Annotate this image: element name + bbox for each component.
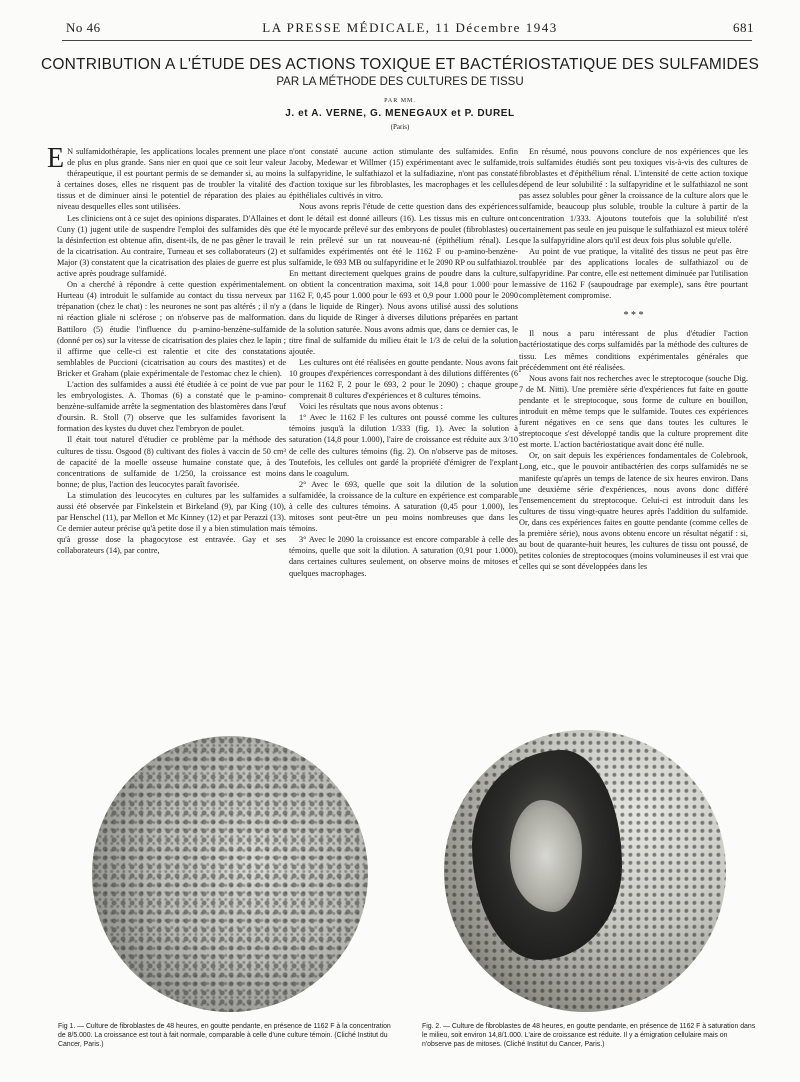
text-column-2	[289, 146, 518, 690]
byline-par: PAR MM.	[384, 98, 416, 104]
paragraph: Nous avons fait nos recherches avec le streptocoque (souche Dig. 7 de M. Nitti). Une première série d'expériences fut faite en goutte pendante et le streptocoque, sous forme de culture en bouillon, introduit en même temps que le sulfamide. Toutes ces expériences furent négatives en ce sens que dans toutes les cultures le streptocoque s'est développé tandis que la culture proprement dite est morte. L'action bactériostatique avait donc été nulle.	[519, 373, 748, 450]
article-title: CONTRIBUTION A L'ÉTUDE DES ACTIONS TOXIQUE ET BACTÉRIOSTATIQUE DES SULFAMIDES	[40, 56, 759, 73]
journal-title: LA PRESSE MÉDICALE, 11 Décembre 1943	[262, 20, 558, 35]
paragraph: Nous avons repris l'étude de cette question dans des expériences dont le détail est donné ailleurs (16). Les tissus mis en culture ont été le myocarde prélevé sur des embryons de poulet (fibroblastes) ou le rein prélevé sur un rat nouveau-né (épithélium rénal). Les sulfamides expérimentés ont été le 1162 F ou p-amino-benzène-sulfamide, le 693 MB ou sulfapyridine et le 2090 RP ou sulfathiazol. En mettant directement quelques grains de poudre dans la culture, on obtient la concentration maxima, soit 14,8 pour 1.000 pour le 1162 F, 0,45 pour 1.000 pour le 693 et 0,9 pour 1.000 pour le 2090 (dans le liquide de Ringer). Nous avons utilisé aussi des solutions dans du liquide de Ringer à diverses dilutions préparées en partant de la solution saturée. Nous avons admis que, dans ce dernier cas, le titre final de sulfamide du milieu était le 1/3 de celui de la solution ajoutée.	[289, 202, 518, 356]
paragraph: 1° Avec le 1162 F les cultures ont poussé comme les cultures témoins jusqu'à la dilution 1/333 (fig. 1). Avec la solution à saturation (14,8 pour 1.000), l'aire de croissance est réduite aux 3/10 de celle des cultures témoins (fig. 2). On n'observe pas de mitoses. Toutefois, les cellules ont gardé la propriété d'émigrer de l'explant dans le coagulum.	[289, 413, 518, 478]
paragraph: Il nous a paru intéressant de plus d'étudier l'action bactériostatique des corps sulfamidés par la méthode des cultures de tissu. Les mêmes conditions expérimentales générales que précédemment ont été réalisées.	[519, 329, 748, 372]
paragraph: L'action des sulfamides a aussi été étudiée à ce point de vue par les embryologistes. A. Thomas (6) a constaté que le p-amino-benzène-sulfamide arrête la segmentation des blastomères dans l'œuf d'oursin. R. Stoll (7) observe que les sulfamides favorisent la formation des kystes du duvet chez l'embryon de poulet.	[57, 379, 286, 434]
section-separator-stars: * * *	[623, 310, 644, 322]
paragraph: Il était tout naturel d'étudier ce problème par la méthode des cultures de tissu. Osgood (8) cultivant des fioles à vaccin de 50 cm³ de capacité de la moelle osseuse humaine constate que, à des concentrations de sulfamide de 1/250, la croissance est moins bonne; de plus, l'action des leucocytes paraît favorisée.	[57, 435, 286, 489]
figure-2-micrograph	[444, 730, 726, 1012]
paragraph: 3° Avec le 2090 la croissance est encore comparable à celle des témoins, quelle que soit la dilution. A saturation (0,91 pour 1.000), dans certaines cultures seulement, on observe moins de mitoses et quelques macrophages.	[289, 535, 518, 578]
paragraph: Les cliniciens ont à ce sujet des opinions disparates. D'Allaines et Cuny (1) jugent utile de suspendre l'emploi des sulfamides dès que la désinfection est obtenue afin, disent-ils, de ne pas gêner le travail de la cicatrisation. Au contraire, Turneau et ses collaborateurs (2) et Major (3) constatent que la cicatrisation des plaies de guerre est plus active après poudrage sulfamidé.	[57, 213, 286, 279]
page-number: 681	[733, 20, 754, 35]
article-subtitle: PAR LA MÉTHODE DES CULTURES DE TISSU	[276, 76, 524, 88]
figure-1-caption: Fig 1. — Culture de fibroblastes de 48 heures, en goutte pendante, en présence de 1162 F à la concentration de 8/5.000. La croissance est tout à fait normale, comparable à celle d'une culture témoin. (Cliché Institut du Cancer, Paris.)	[58, 1023, 391, 1048]
header-rule	[62, 40, 752, 41]
text-column-3	[519, 146, 748, 746]
issue-number: No 46	[66, 20, 101, 35]
paragraph: La stimulation des leucocytes en cultures par les sulfamides a aussi été observée par Finkelstein et Birkeland (9), par King (10), par Henschel (11), par Mellon et Mc Kinney (12) et par Perazzi (13). Ce dernier auteur précise qu'à petite dose il y a bien stimulation mais qu'à grosse dose la phagocytose est entravée. Gay et ses collaborateurs (14), par contre,	[57, 490, 286, 556]
author-affiliation: (Paris)	[390, 123, 410, 131]
paragraph: En résumé, nous pouvons conclure de nos expériences que les trois sulfamides étudiés sont peu toxiques vis-à-vis des cultures de fibroblastes et d'épithélium rénal. L'intensité de cette action toxique dépend de leur solubilité : la sulfapyridine et le sulfathiazol ne sont pas assez solubles pour gêner la croissance de la culture alors que le sulfamide, beaucoup plus soluble, trouble la culture à partir de la concentration 1/333. Ajoutons toutefois que la solubilité n'est certainement pas seule en jeu puisque le sulfathiazol est mieux toléré que la sulfapyridine alors qu'il est deux fois plus soluble qu'elle.	[519, 147, 749, 245]
paragraph: On a cherché à répondre à cette question expérimentalement. Hurteau (4) introduit le sulfamide au contact du tissu nerveux par trépanation (chez le chat) : les neurones ne sont pas altérés ; il n'y a ni réaction gliale ni sclérose ; on n'observe pas de malformation. Battiloro (5) étudie l'influence du p-amino-benzène-sulfamide (donné per os) sur la vitesse de cicatrisation des plaies chez le lapin ; il affirme que celle-ci est ralentie et cite des constatations semblables de Puccioni (cicatrisation au cours des mastites) et de Bricker et Graham (plaie expérimentale de l'estomac chez le chien).	[57, 280, 286, 378]
article-authors: J. et A. VERNE, G. MENEGAUX et P. DUREL	[285, 108, 515, 119]
paragraph: Les cultures ont été réalisées en goutte pendante. Nous avons fait 10 groupes d'expériences correspondant à des dilutions différentes (6 pour le 1162 F, 2 pour le 693, 2 pour le 2090) ; chaque groupe comprenait 8 cultures d'expériences et 8 cultures témoins.	[289, 357, 518, 401]
paragraph: Or, on sait depuis les expériences fondamentales de Colebrook, Long, etc., que le pouvoir antibactérien des corps sulfamidés ne se manifeste qu'après un temps de latence de six heures environ. Dans une deuxième série d'expériences, nous avons donc différé l'ensemencement du streptocoque. Celui-ci est introduit dans les cultures de tissu vingt-quatre heures après l'addition du sulfamide. Or, dans ces expériences faites en goutte pendante (comme celles de la première série), nous avons obtenu encore un résultat négatif : si, au bout de quarante-huit heures, les cultures de tissu ont poussé, de petites colonies de streptocoques (moins volumineuses il est vrai que celles qui se sont développées dans les	[519, 451, 748, 572]
running-header	[66, 20, 754, 36]
figure-1-micrograph	[92, 736, 368, 1012]
paragraph: Au point de vue pratique, la vitalité des tissus ne peut pas être troublée par des applications locales de sulfathiazol ou de sulfapyridine. Par contre, elle est nettement diminuée par l'utilisation massive de 1162 F (saupoudrage par exemple), sans être pourtant complètement compromise.	[519, 246, 748, 301]
paragraph: n'ont constaté aucune action stimulante des sulfamides. Enfin Jacoby, Medewar et Willmer (15) expérimentant avec le sulfamide, la sulfapyridine, le sulfathiazol et la sulfadiazine, n'ont pas constaté d'action toxique sur les fibroblastes, les macrophages et les cellules épithéliales cultivés in vitro.	[289, 147, 518, 201]
text-column-1	[47, 143, 286, 690]
paragraph: E N sulfamidothérapie, les applications locales prennent une place de plus en plus grande. Sans nier en quoi que ce soit leur valeur thérapeutique, il est pourtant permis de se demander si, au moins à certaines doses, elles ne risquent pas de troubler la vitalité des tissus et de diminuer ainsi le potentiel de réparation des plaies au niveau desquelles elles sont utilisées.	[47, 143, 286, 212]
drop-cap: E	[47, 143, 65, 174]
paragraph: 2° Avec le 693, quelle que soit la dilution de la solution sulfamidée, la croissance de la culture en expérience est comparable à celle des cultures témoins. A saturation (0,45 pour 1.000), les mitoses sont peut-être un peu moins nombreuses que dans les témoins.	[289, 479, 518, 534]
paragraph: Voici les résultats que nous avons obtenus :	[299, 402, 443, 412]
figure-2-caption: Fig. 2. — Culture de fibroblastes de 48 heures, en goutte pendante, en présence de 1162 F à saturation dans le milieu, soit environ 14,8/1.000. L'aire de croissance est réduite. Il y a émigration cellulaire mais on n'observe pas de mitoses. (Cliché Institut du Cancer, Paris.)	[422, 1023, 756, 1048]
